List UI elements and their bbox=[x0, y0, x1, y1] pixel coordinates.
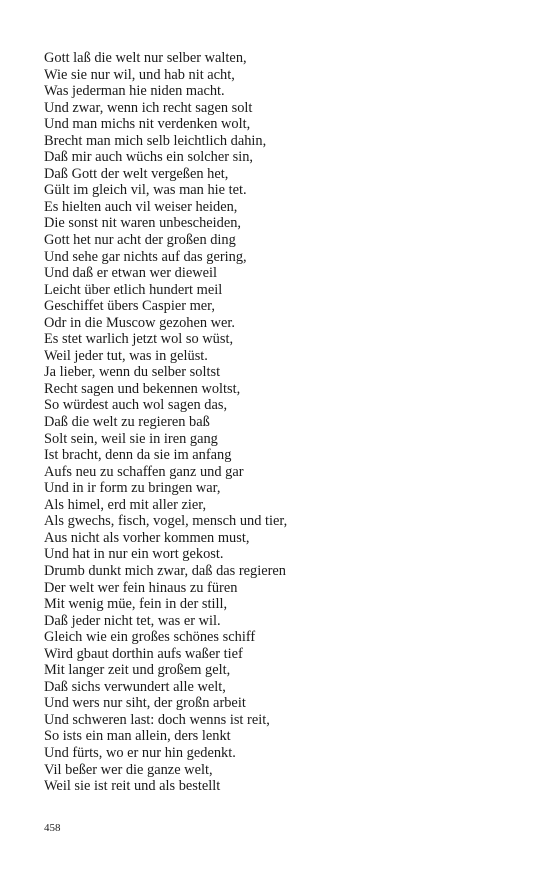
poem-line: Und schweren last: doch wenns ist reit, bbox=[44, 711, 270, 728]
poem-line: Recht sagen und bekennen woltst, bbox=[44, 380, 241, 397]
poem-line: Und fürts, wo er nur hin gedenkt. bbox=[44, 744, 236, 761]
poem-line: Und man michs nit verdenken wolt, bbox=[44, 116, 251, 133]
poem-line: Odr in die Muscow gezohen wer. bbox=[44, 314, 236, 331]
poem-line: Wie sie nur wil, und hab nit acht, bbox=[44, 66, 235, 83]
poem-line: Leicht über etlich hundert meil bbox=[44, 281, 223, 298]
poem-line: Weil sie ist reit und als bestellt bbox=[44, 778, 221, 795]
poem-line: Aufs neu zu schaffen ganz und gar bbox=[44, 463, 244, 480]
poem-line: Und in ir form zu bringen war, bbox=[44, 480, 221, 497]
poem-line: Brecht man mich selb leichtlich dahin, bbox=[44, 132, 267, 149]
poem-line: Und hat in nur ein wort gekost. bbox=[44, 546, 224, 563]
poem-line: Ist bracht, denn da sie im anfang bbox=[44, 447, 232, 464]
poem-line: Es hielten auch vil weiser heiden, bbox=[44, 198, 238, 215]
poem-line: Daß mir auch wüchs ein solcher sin, bbox=[44, 149, 254, 166]
poem-line: Vil beßer wer die ganze welt, bbox=[44, 761, 213, 778]
poem-line: Geschiffet übers Caspier mer, bbox=[44, 298, 215, 315]
poem-line: So ists ein man allein, ders lenkt bbox=[44, 728, 231, 745]
poem-line: Und daß er etwan wer dieweil bbox=[44, 265, 218, 282]
poem-line: Weil jeder tut, was in gelüst. bbox=[44, 347, 208, 364]
poem-line: Es stet warlich jetzt wol so wüst, bbox=[44, 331, 234, 348]
poem-line: Ja lieber, wenn du selber soltst bbox=[44, 364, 221, 381]
poem-line: Daß Gott der welt vergeßen het, bbox=[44, 165, 229, 182]
poem-line: Solt sein, weil sie in iren gang bbox=[44, 430, 218, 447]
poem-line: Was jederman hie niden macht. bbox=[44, 83, 225, 100]
poem-line: Als himel, erd mit aller zier, bbox=[44, 496, 207, 513]
poem-line: Aus nicht als vorher kommen must, bbox=[44, 529, 250, 546]
poem-line: Der welt wer fein hinaus zu füren bbox=[44, 579, 238, 596]
page-number: 458 bbox=[44, 822, 61, 834]
poem-line: Und zwar, wenn ich recht sagen solt bbox=[44, 99, 253, 116]
poem-line: Mit langer zeit und großem gelt, bbox=[44, 662, 231, 679]
poem-line: Daß die welt zu regieren baß bbox=[44, 414, 210, 431]
poem-line: So würdest auch wol sagen das, bbox=[44, 397, 228, 414]
poem-line: Drumb dunkt mich zwar, daß das regieren bbox=[44, 562, 286, 579]
poem-line: Daß jeder nicht tet, was er wil. bbox=[44, 612, 221, 629]
poem-text bbox=[44, 50, 287, 795]
poem-line: Daß sichs verwundert alle welt, bbox=[44, 678, 226, 695]
poem-line: Gleich wie ein großes schönes schiff bbox=[44, 629, 256, 646]
poem-line: Und wers nur siht, der großn arbeit bbox=[44, 695, 246, 712]
poem-line: Gült im gleich vil, was man hie tet. bbox=[44, 182, 247, 199]
poem-line: Gott het nur acht der großen ding bbox=[44, 232, 236, 249]
poem-line: Die sonst nit waren unbescheiden, bbox=[44, 215, 242, 232]
poem-line: Als gwechs, fisch, vogel, mensch und tier, bbox=[44, 513, 288, 530]
poem-line: Gott laß die welt nur selber walten, bbox=[44, 50, 247, 66]
poem-line: Mit wenig müe, fein in der still, bbox=[44, 596, 228, 613]
poem-line: Wird gbaut dorthin aufs waßer tief bbox=[44, 645, 243, 662]
poem-line: Und sehe gar nichts auf das gering, bbox=[44, 248, 247, 265]
